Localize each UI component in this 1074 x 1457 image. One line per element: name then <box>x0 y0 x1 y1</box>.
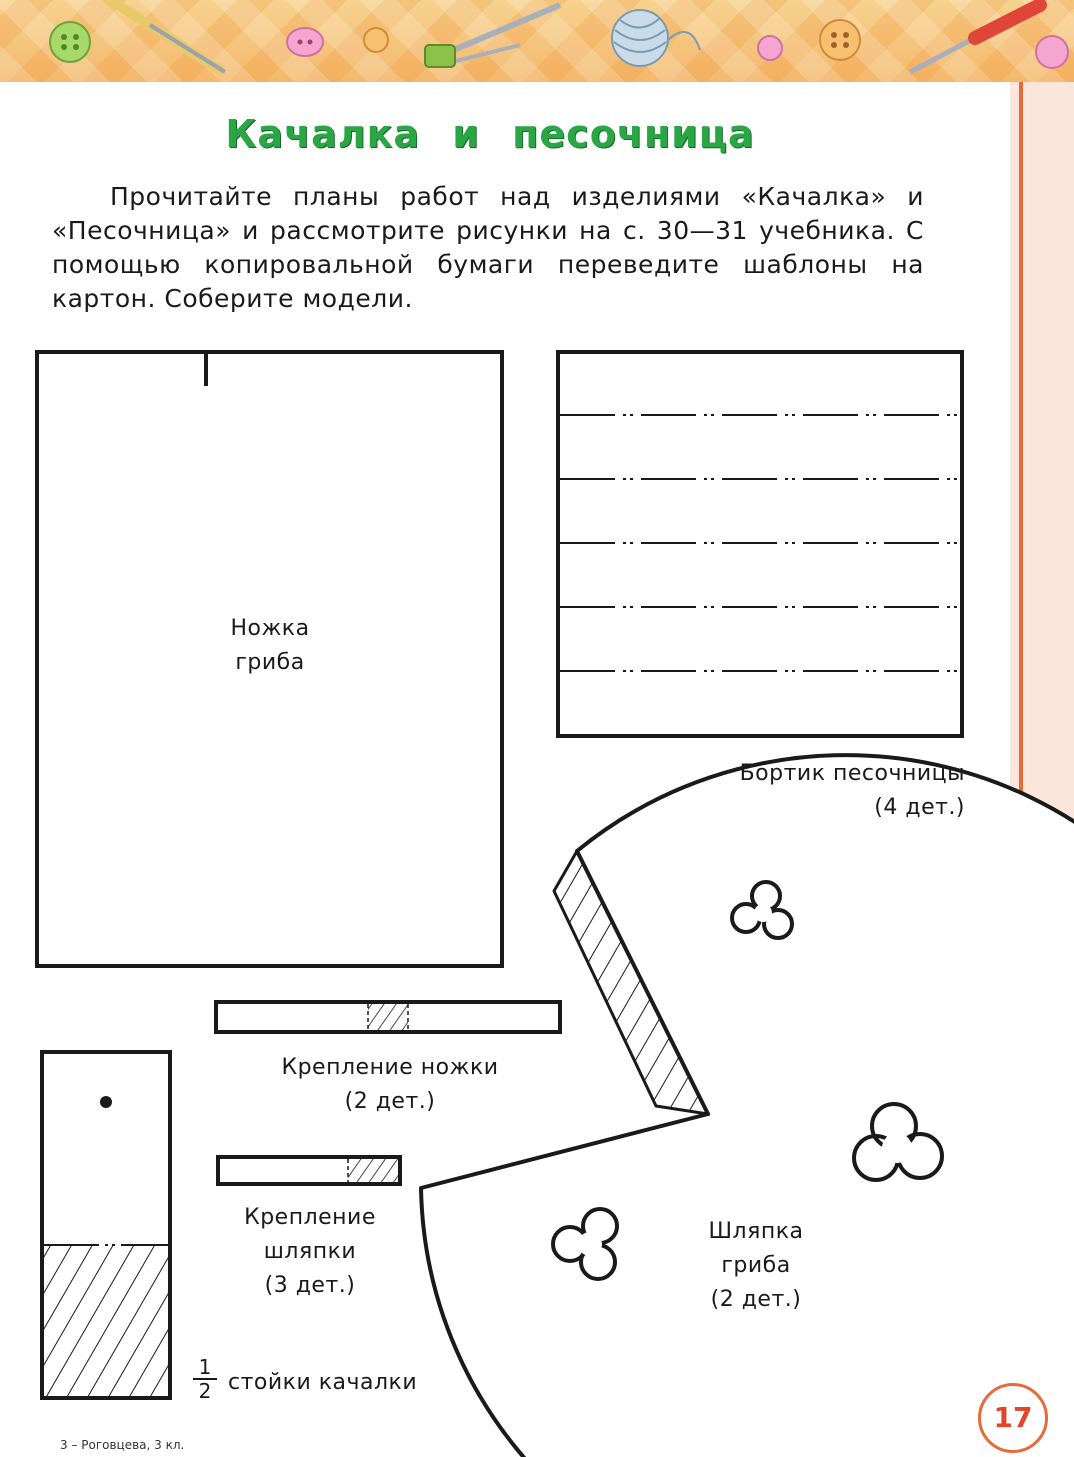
leg-mount-template <box>216 1002 560 1032</box>
label-line: (3 дет.) <box>264 1273 356 1298</box>
fraction-half <box>193 1356 217 1402</box>
cap-mount-template <box>218 1157 400 1184</box>
label-line: Шляпка <box>708 1219 804 1244</box>
page-number: 17 <box>978 1383 1048 1453</box>
fraction-denominator: 2 <box>198 1379 212 1403</box>
label-line: Крепление <box>244 1205 376 1230</box>
instructions-text: Прочитайте планы работ над изделиями «Качалка» и «Песочница» и рассмотрите рисунки на с. 30—31 учебника. С помощью копировальной бумаги переведите шаблоны на картон. Соберите модели. <box>52 182 924 313</box>
rocker-stand-label: стойки качалки <box>228 1370 418 1395</box>
mushroom-leg-label <box>200 612 340 680</box>
sandbox-border-template <box>558 352 962 736</box>
label-line: Крепление ножки <box>281 1055 499 1080</box>
label-line: шляпки <box>263 1239 357 1264</box>
footer-note: 3 – Роговцева, 3 кл. <box>60 1438 185 1452</box>
fraction-numerator: 1 <box>193 1356 217 1380</box>
sandbox-border-label <box>700 757 965 825</box>
cap-mount-label <box>230 1201 390 1303</box>
label-line: гриба <box>235 650 305 675</box>
label-line: (2 дет.) <box>344 1089 436 1114</box>
hole-mark <box>100 1096 112 1108</box>
label-line: (2 дет.) <box>710 1287 802 1312</box>
label-line: гриба <box>721 1253 791 1278</box>
leg-mount-label <box>260 1051 520 1119</box>
label-line: Бортик песочницы <box>739 761 965 786</box>
rocker-stand-template <box>42 1052 170 1398</box>
label-line: (4 дет.) <box>874 795 965 820</box>
mushroom-cap-label <box>686 1215 826 1317</box>
page-title: Качалка и песочница <box>225 112 755 156</box>
label-line: Ножка <box>230 616 310 641</box>
